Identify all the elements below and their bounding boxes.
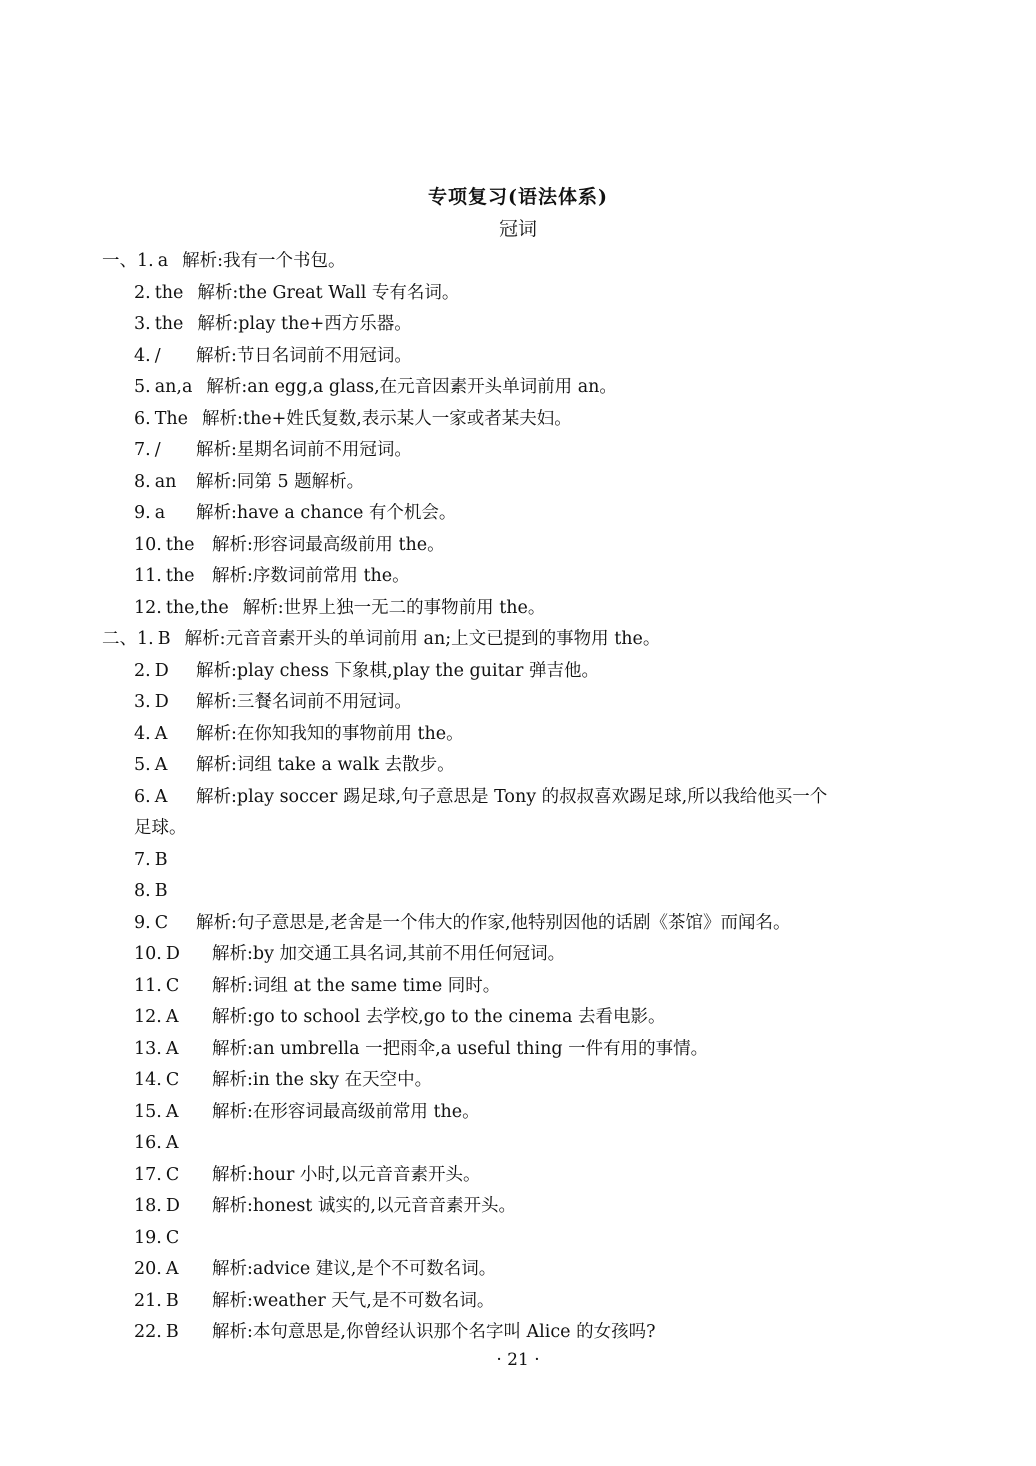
question-number: 10. [134,944,162,964]
question-number: 5. [134,377,151,397]
answer-item [0,309,1036,341]
question-number: 17. [134,1164,162,1185]
explanation-text: 解析:在你知我知的事物前用 the。 [196,723,464,744]
answer-label [134,939,198,971]
answer-item [0,246,1036,278]
explanation-text: 解析:形容词最高级前用 the。 [212,534,445,555]
explanation-text: 解析:hour 小时,以元音音素开头。 [212,1164,481,1185]
question-number: 7. [134,440,151,460]
answer-value: B [154,881,168,901]
question-number: 20. [134,1259,162,1279]
answer-item [0,1160,1036,1192]
answer-item [0,1286,1036,1318]
answer-item [0,1128,1036,1160]
answer-value: B [157,629,171,649]
answer-label [134,1097,198,1129]
answer-label [134,341,182,373]
explanation-text: 解析:句子意思是,老舍是一个伟大的作家,他特别因他的话剧《茶馆》而闻名。 [196,912,791,933]
answer-label [134,1191,198,1223]
question-number: 12. [134,597,162,618]
answer-value: C [165,1164,180,1185]
answer-value: the [154,282,184,303]
question-number: 8. [134,471,151,492]
answer-item [0,624,1036,656]
explanation-text: 解析:an egg,a glass,在元音因素开头单词前用 an。 [206,377,617,397]
answer-item [0,687,1036,719]
answer-label [134,561,198,593]
answer-value: D [154,692,169,712]
explanation-text: 解析:go to school 去学校,go to the cinema 去看电影。 [212,1007,666,1027]
explanation-text: 解析:星期名词前不用冠词。 [196,440,412,460]
answer-value: a [154,503,166,523]
answer-value: The [154,408,189,429]
answer-value: an [154,471,177,492]
answer-value: a [157,251,169,271]
explanation-text: 解析:词组 at the same time 同时。 [212,975,501,996]
question-number: 4. [134,345,151,366]
answer-item [0,1254,1036,1286]
answer-value: A [154,723,168,744]
question-number: 11. [134,975,162,996]
answer-item [0,1065,1036,1097]
question-number: 13. [134,1038,162,1059]
question-number: 9. [134,912,151,933]
explanation-text: 解析:词组 take a walk 去散步。 [196,755,455,775]
answer-label [134,1160,198,1192]
explanation-text: 解析:元音音素开头的单词前用 an;上文已提到的事物用 the。 [184,629,661,649]
answer-label [134,971,198,1003]
answer-label [134,1065,198,1097]
answer-value: A [165,1007,179,1027]
answer-value: the,the [165,597,229,618]
explanation-text: 解析:play soccer 踢足球,句子意思是 Tony 的叔叔喜欢踢足球,所以我给他买一个 [196,786,828,807]
question-number: 3. [134,692,151,712]
explanation-text: 解析:weather 天气,是不可数名词。 [212,1290,495,1311]
question-number: 1. [137,251,154,271]
explanation-text: 解析:世界上独一无二的事物前用 the。 [242,597,546,618]
answer-label [134,687,182,719]
answer-label [134,404,188,436]
answer-list [0,246,1036,1349]
answer-label [134,656,182,688]
answer-value: the [165,566,195,586]
explanation-text: 解析:节日名词前不用冠词。 [196,345,412,366]
question-number: 21. [134,1290,162,1311]
question-number: 18. [134,1196,162,1216]
question-number: 7. [134,849,151,870]
answer-item [0,530,1036,562]
explanation-text: 解析:an umbrella 一把雨伞,a useful thing 一件有用的事情。 [212,1038,709,1059]
question-number: 16. [134,1133,162,1153]
question-number: 8. [134,881,151,901]
answer-label [134,1223,198,1255]
answer-value: B [165,1322,179,1342]
answer-label [134,750,182,782]
answer-value: A [165,1259,179,1279]
question-number: 10. [134,534,162,555]
explanation-text: 足球。 [134,818,187,838]
explanation-text: 解析:三餐名词前不用冠词。 [196,692,412,712]
answer-item [0,341,1036,373]
explanation-text: 解析:序数词前常用 the。 [212,566,410,586]
explanation-text: 解析:我有一个书包。 [182,251,346,271]
answer-item [0,1191,1036,1223]
answer-label [134,530,198,562]
question-number: 6. [134,786,151,807]
explanation-text: 解析:play chess 下象棋,play the guitar 弹吉他。 [196,660,599,681]
answer-label [134,719,182,751]
answer-value: / [154,440,161,460]
question-number: 2. [134,282,151,303]
answer-item [0,278,1036,310]
explanation-text: 解析:in the sky 在天空中。 [212,1070,433,1090]
question-number: 14. [134,1070,162,1090]
question-number: 3. [134,314,151,334]
explanation-text: 解析:advice 建议,是个不可数名词。 [212,1259,497,1279]
answer-item [0,498,1036,530]
answer-label [134,908,182,940]
question-number: 4. [134,723,151,744]
answer-label [134,1317,198,1349]
explanation-text: 解析:play the+西方乐器。 [197,314,412,334]
answer-value: C [154,912,169,933]
explanation-text: 解析:the Great Wall 专有名词。 [197,282,460,303]
answer-value: C [165,1227,180,1248]
answer-label [134,1286,198,1318]
answer-label [134,278,183,310]
answer-value: D [154,660,169,681]
answer-item [0,1002,1036,1034]
answer-label [134,1128,198,1160]
answer-item [0,845,1036,877]
answer-value: the [154,314,184,334]
question-number: 6. [134,408,151,429]
answer-value: B [154,849,168,870]
section-subtitle: 冠词 [498,218,537,240]
question-number: 12. [134,1007,162,1027]
answer-label [134,1034,198,1066]
answer-item [0,1097,1036,1129]
answer-item [0,1034,1036,1066]
answer-value: A [165,1038,179,1059]
answer-item [0,593,1036,625]
question-number: 2. [134,660,151,681]
section-number: 二、 [102,629,137,649]
answer-value: C [165,1070,180,1090]
answer-item [0,750,1036,782]
answer-value: C [165,975,180,996]
answer-label [134,845,182,877]
question-number: 11. [134,566,162,586]
answer-item [0,435,1036,467]
answer-item [0,939,1036,971]
answer-value: A [165,1133,179,1153]
answer-item [0,876,1036,908]
explanation-text: 解析:同第 5 题解析。 [196,471,365,492]
question-number: 15. [134,1101,162,1122]
explanation-text: 解析:本句意思是,你曾经认识那个名字叫 Alice 的女孩吗? [212,1322,656,1342]
answer-label [134,593,229,625]
question-number: 9. [134,503,151,523]
question-number: 1. [137,629,154,649]
answer-label [134,435,182,467]
answer-value: A [165,1101,179,1122]
answer-item [0,719,1036,751]
explanation-text: 解析:在形容词最高级前常用 the。 [212,1101,480,1122]
answer-item [0,404,1036,436]
answer-label [134,782,182,814]
answer-value: D [165,1196,180,1216]
explanation-text: 解析:the+姓氏复数,表示某人一家或者某夫妇。 [202,408,572,429]
answer-value: / [154,345,161,366]
answer-value: A [154,755,168,775]
answer-value: D [165,944,180,964]
answer-item [0,467,1036,499]
answer-label [102,624,171,656]
answer-item [0,1223,1036,1255]
answer-label [134,467,182,499]
answer-item [0,971,1036,1003]
question-number: 22. [134,1322,162,1342]
answer-label [134,1254,198,1286]
answer-value: an,a [154,377,193,397]
answer-value: B [165,1290,179,1311]
answer-item [0,372,1036,404]
answer-label [134,309,183,341]
answer-continuation [0,813,1036,845]
answer-item [0,908,1036,940]
question-number: 5. [134,755,151,775]
page-number: · 21 · [496,1350,540,1370]
explanation-text: 解析:have a chance 有个机会。 [196,503,457,523]
answer-item [0,561,1036,593]
explanation-text: 解析:by 加交通工具名词,其前不用任何冠词。 [212,944,566,964]
answer-label [134,372,192,404]
answer-item [0,782,1036,814]
answer-item [0,1317,1036,1349]
answer-label [134,1002,198,1034]
section-number: 一、 [102,251,137,271]
answer-value: the [165,534,195,555]
question-number: 19. [134,1227,162,1248]
answer-value: A [154,786,168,807]
answer-item [0,656,1036,688]
explanation-text: 解析:honest 诚实的,以元音音素开头。 [212,1196,516,1216]
answer-label [134,876,182,908]
page-title: 专项复习(语法体系) [428,186,608,208]
answer-label [102,246,168,278]
answer-label [134,498,182,530]
